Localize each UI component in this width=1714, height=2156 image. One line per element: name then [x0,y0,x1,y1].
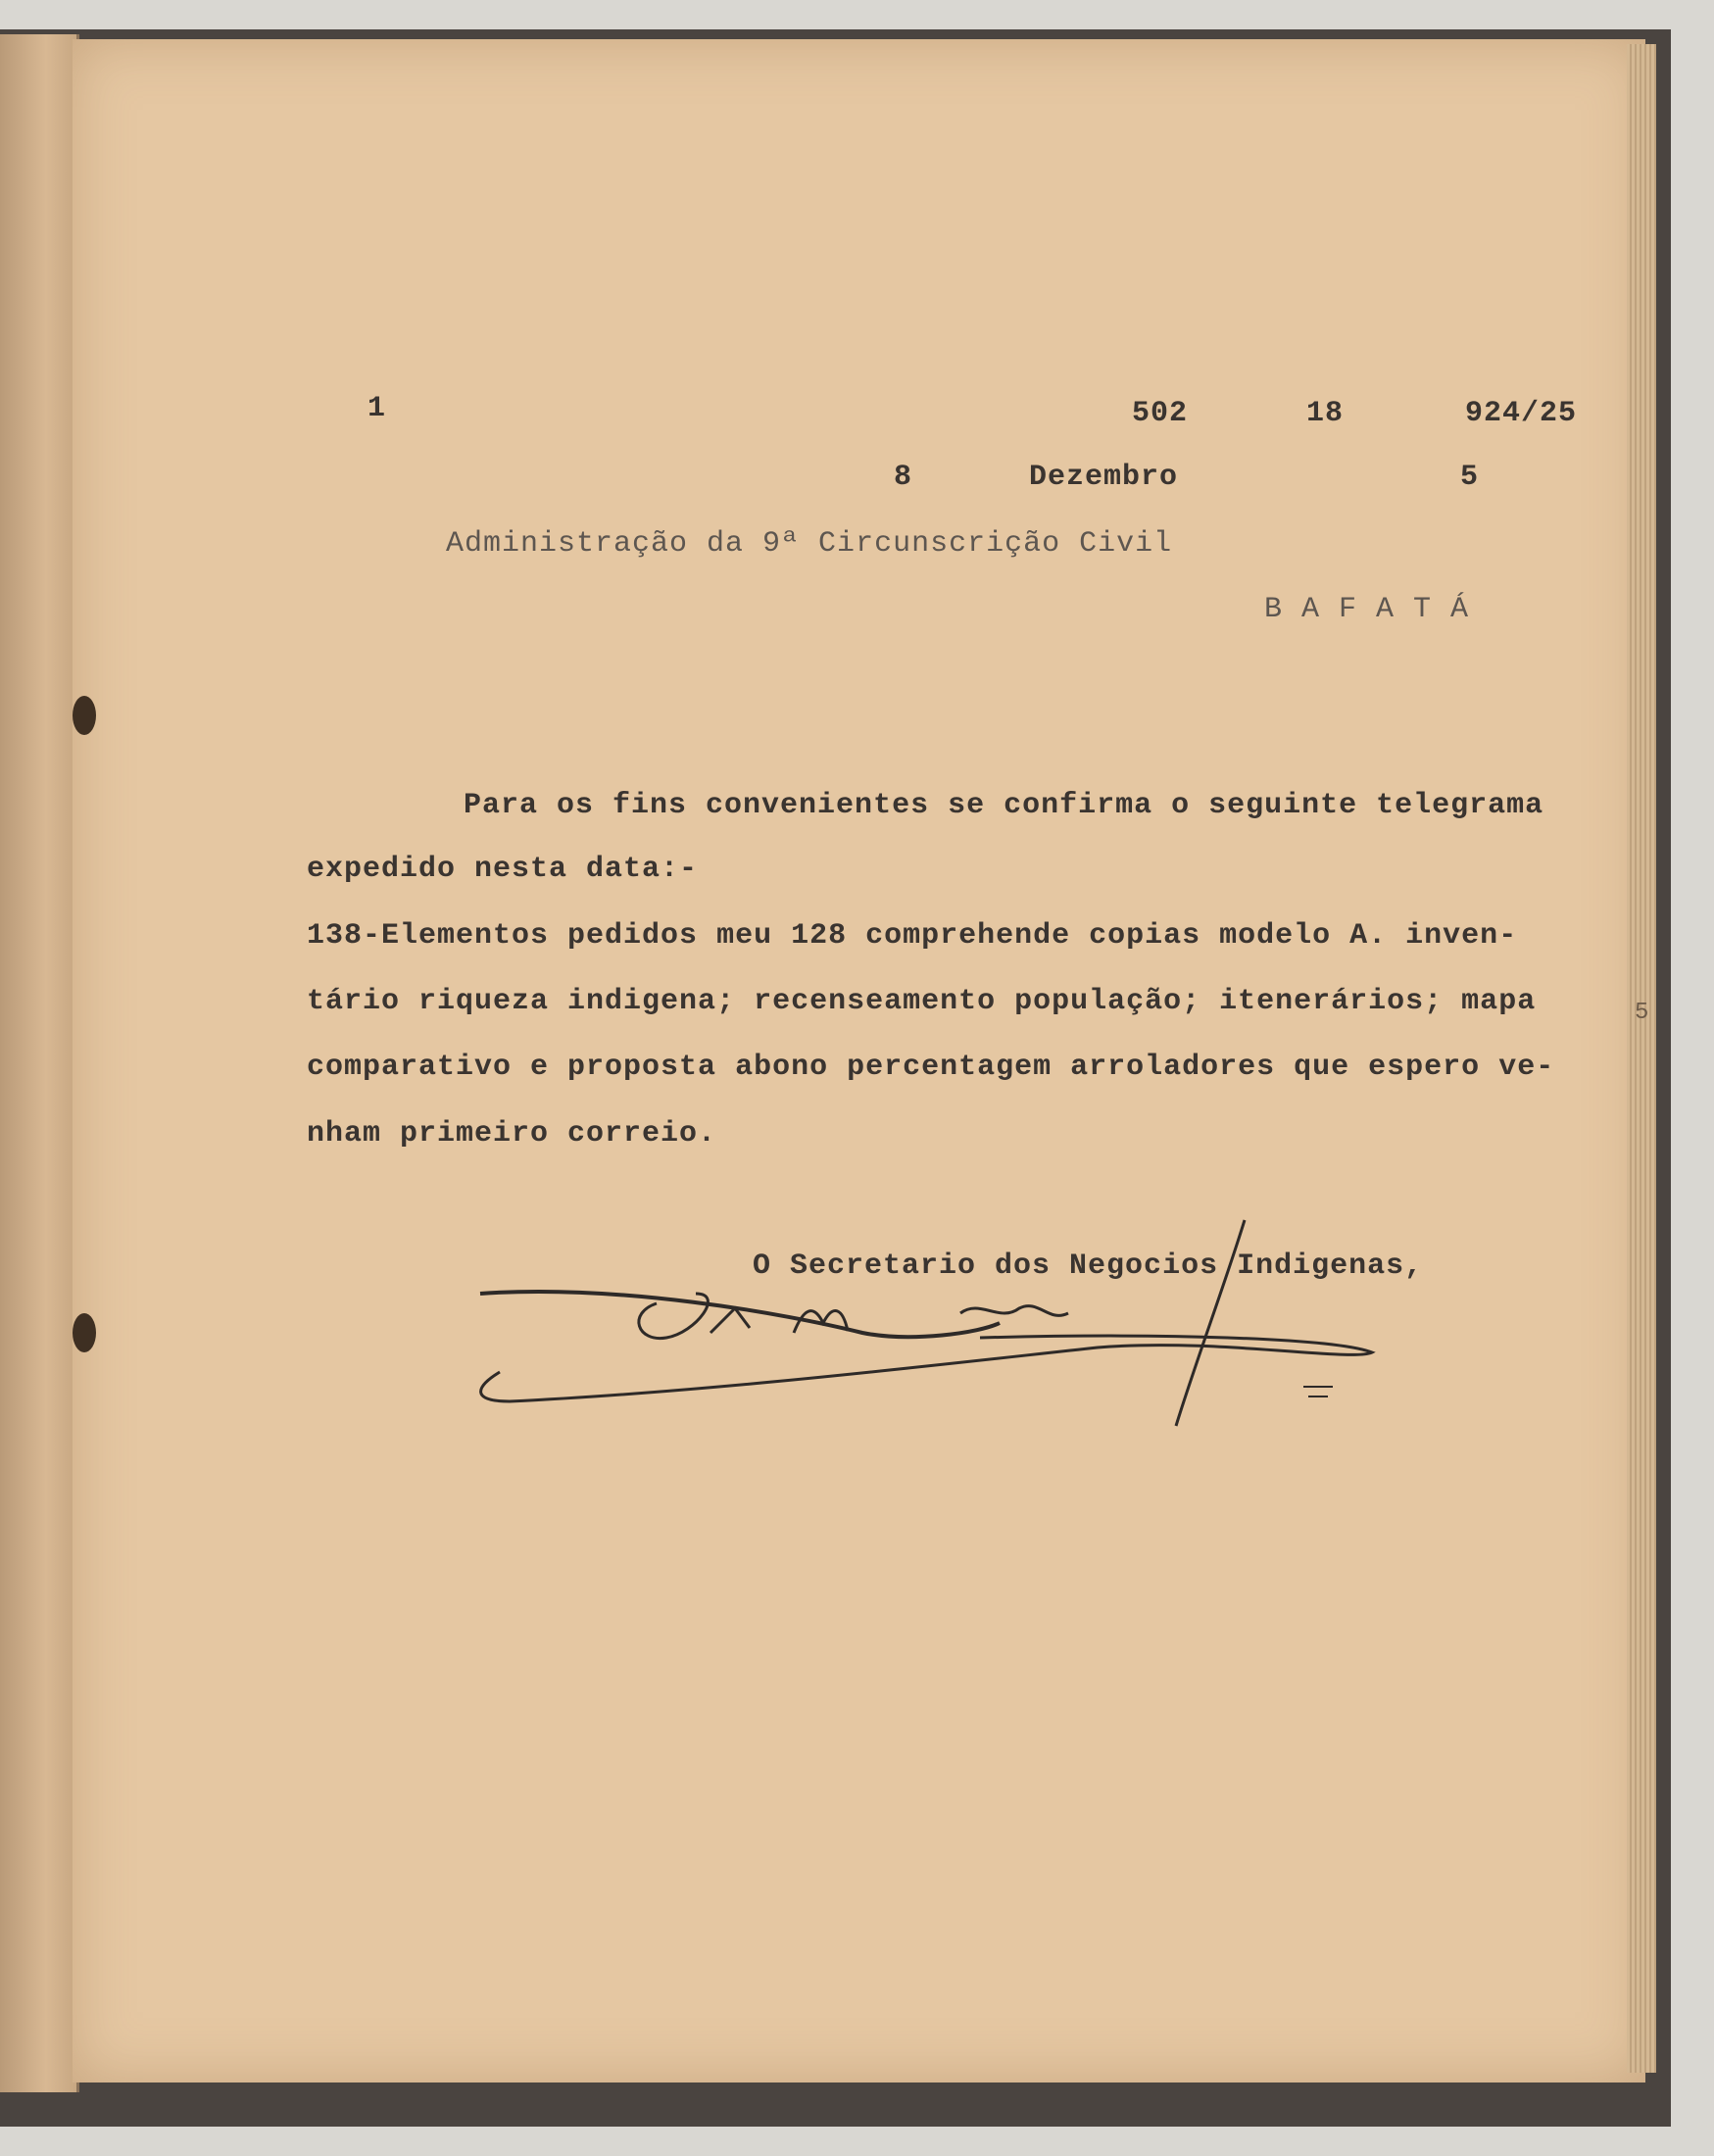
header-file-number: 924/25 [1465,397,1578,430]
handwritten-signature [470,1215,1392,1441]
body-line: comparativo e proposta abono percentagem arroladores que espero ve- [307,1051,1555,1084]
binding-hole-icon [73,1313,96,1352]
body-line: expedido nesta data:- [307,853,699,886]
body-line: nham primeiro correio. [307,1117,717,1151]
page-stack-edge [1627,44,1656,2073]
binding-edge [0,34,79,2092]
body-line: tário riqueza indigena; recenseamento população; itenerários; mapa [307,985,1537,1018]
place-name: B A F A T Á [1264,593,1470,626]
body-line: 138-Elementos pedidos meu 128 comprehende copias modelo A. inven- [307,919,1518,953]
margin-mark: 5 [1635,1000,1649,1026]
office-line: Administração da 9ª Circunscrição Civil [446,527,1173,561]
binding-hole-icon [73,696,96,735]
header-number: 1 [367,392,387,425]
header-year-digit: 5 [1460,461,1480,494]
header-day-code: 18 [1306,397,1345,430]
body-line: Para os fins convenientes se confirma o seguinte telegrama [464,789,1544,822]
header-month: Dezembro [1029,461,1179,494]
closing-line: O Secretario dos Negocios Indigenas, [753,1250,1424,1283]
header-day: 8 [894,461,913,494]
header-ref: 502 [1132,397,1189,430]
